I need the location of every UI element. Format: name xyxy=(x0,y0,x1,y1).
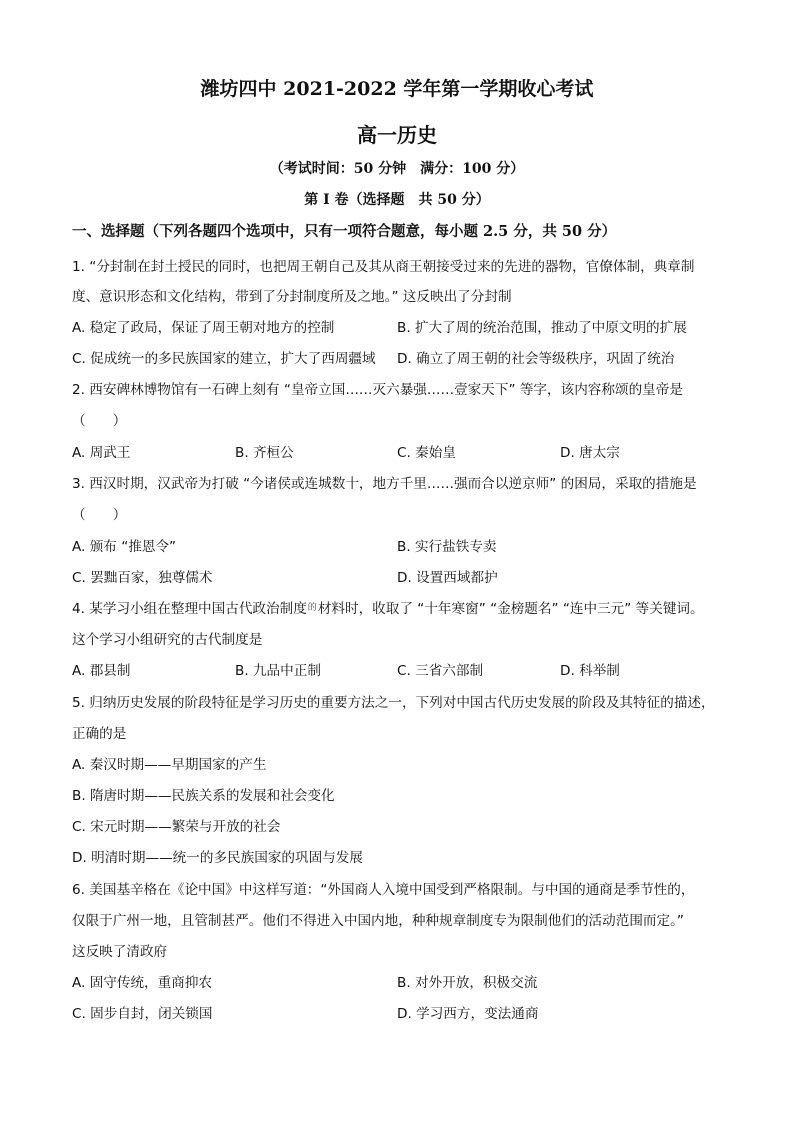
question-4-line-2: 这个学习小组研究的古代制度是 xyxy=(72,632,263,648)
question-4-option-c: C. 三省六部制 xyxy=(397,663,484,679)
question-2-line-1: 2. 西安碑林博物馆有一石碑上刻有 “皇帝立国……灭六暴强……壹家天下” 等字，该内容称颂的皇帝是 xyxy=(72,382,683,398)
question-5-option-a: A. 秦汉时期——早期国家的产生 xyxy=(72,757,267,773)
question-3-option-d: D. 设置西域都护 xyxy=(397,570,498,586)
question-3-line-2: （ ） xyxy=(72,507,127,523)
question-4-option-a: A. 郡县制 xyxy=(72,663,131,679)
question-4-text-b: 材料时，收取了 “十年寒窗” “金榜题名” “连中三元” 等关键词。 xyxy=(317,601,704,617)
question-4-line-1 xyxy=(72,597,704,617)
question-5-option-d: D. 明清时期——统一的多民族国家的巩固与发展 xyxy=(72,850,363,866)
question-4-option-d: D. 科举制 xyxy=(560,663,620,679)
section-heading: 一、选择题（下列各题四个选项中，只有一项符合题意，每小题 2.5 分，共 50 分） xyxy=(72,223,617,240)
question-2-option-c: C. 秦始皇 xyxy=(397,445,456,461)
subject-title: 高一历史 xyxy=(357,123,437,147)
question-5-option-c: C. 宋元时期——繁荣与开放的社会 xyxy=(72,819,281,835)
question-6-option-d: D. 学习西方，变法通商 xyxy=(397,1006,539,1022)
question-6-option-b: B. 对外开放，积极交流 xyxy=(397,975,538,991)
part-heading: 第 I 卷（选择题 共 50 分） xyxy=(304,192,490,208)
question-2-option-a: A. 周武王 xyxy=(72,445,131,461)
question-5-option-b: B. 隋唐时期——民族关系的发展和社会变化 xyxy=(72,788,335,804)
question-1-line-2: 度、意识形态和文化结构，带到了分封制度所及之地。” 这反映出了分封制 xyxy=(72,289,512,305)
question-1-option-d: D. 确立了周王朝的社会等级秩序，巩固了统治 xyxy=(397,351,675,367)
question-2-option-d: D. 唐太宗 xyxy=(560,445,620,461)
question-6-line-2: 仅限于广州一地，且管制甚严。他们不得进入中国内地，种种规章制度专为限制他们的活动范围而定。” xyxy=(72,913,684,929)
question-4-option-b: B. 九品中正制 xyxy=(235,663,321,679)
question-5-line-1: 5. 归纳历史发展的阶段特征是学习历史的重要方法之一，下列对中国古代历史发展的阶段及其特征的描述， xyxy=(72,695,715,711)
question-6-line-1: 6. 美国基辛格在《论中国》中这样写道：“外国商人入境中国受到严格限制。与中国的通商是季节性的， xyxy=(72,882,695,898)
question-3-option-c: C. 罢黜百家，独尊儒术 xyxy=(72,570,213,586)
question-1-option-a: A. 稳定了政局，保证了周王朝对地方的控制 xyxy=(72,320,335,336)
question-1-line-1: 1. “分封制在封土授民的同时，也把周王朝自己及其从商王朝接受过来的先进的器物，官僚体制，典章制 xyxy=(72,259,695,275)
question-3-option-b: B. 实行盐铁专卖 xyxy=(397,539,497,555)
exam-title: 潍坊四中 2021-2022 学年第一学期收心考试 xyxy=(200,78,594,100)
question-6-option-c: C. 固步自封，闭关锁国 xyxy=(72,1006,213,1022)
question-1-option-b: B. 扩大了周的统治范围，推动了中原文明的扩展 xyxy=(397,320,687,336)
question-3-option-a: A. 颁布 “推恩令” xyxy=(72,539,177,555)
question-5-line-2: 正确的是 xyxy=(72,726,127,742)
question-3-line-1: 3. 西汉时期，汉武帝为打破 “今诸侯或连城数十，地方千里……强而合以逆京师” 的困局，采取的措施是 xyxy=(72,476,697,492)
question-6-line-3: 这反映了清政府 xyxy=(72,944,168,960)
question-4-watermark-mark: 的 xyxy=(307,603,317,613)
question-2-option-b: B. 齐桓公 xyxy=(235,445,294,461)
question-1-option-c: C. 促成统一的多民族国家的建立，扩大了西周疆域 xyxy=(72,351,376,367)
question-6-option-a: A. 固守传统，重商抑农 xyxy=(72,975,213,991)
question-2-line-2: （ ） xyxy=(72,413,127,429)
exam-info: （考试时间：50 分钟 满分：100 分） xyxy=(269,161,525,177)
question-4-text-a: 4. 某学习小组在整理中国古代政治制度 xyxy=(72,601,307,617)
